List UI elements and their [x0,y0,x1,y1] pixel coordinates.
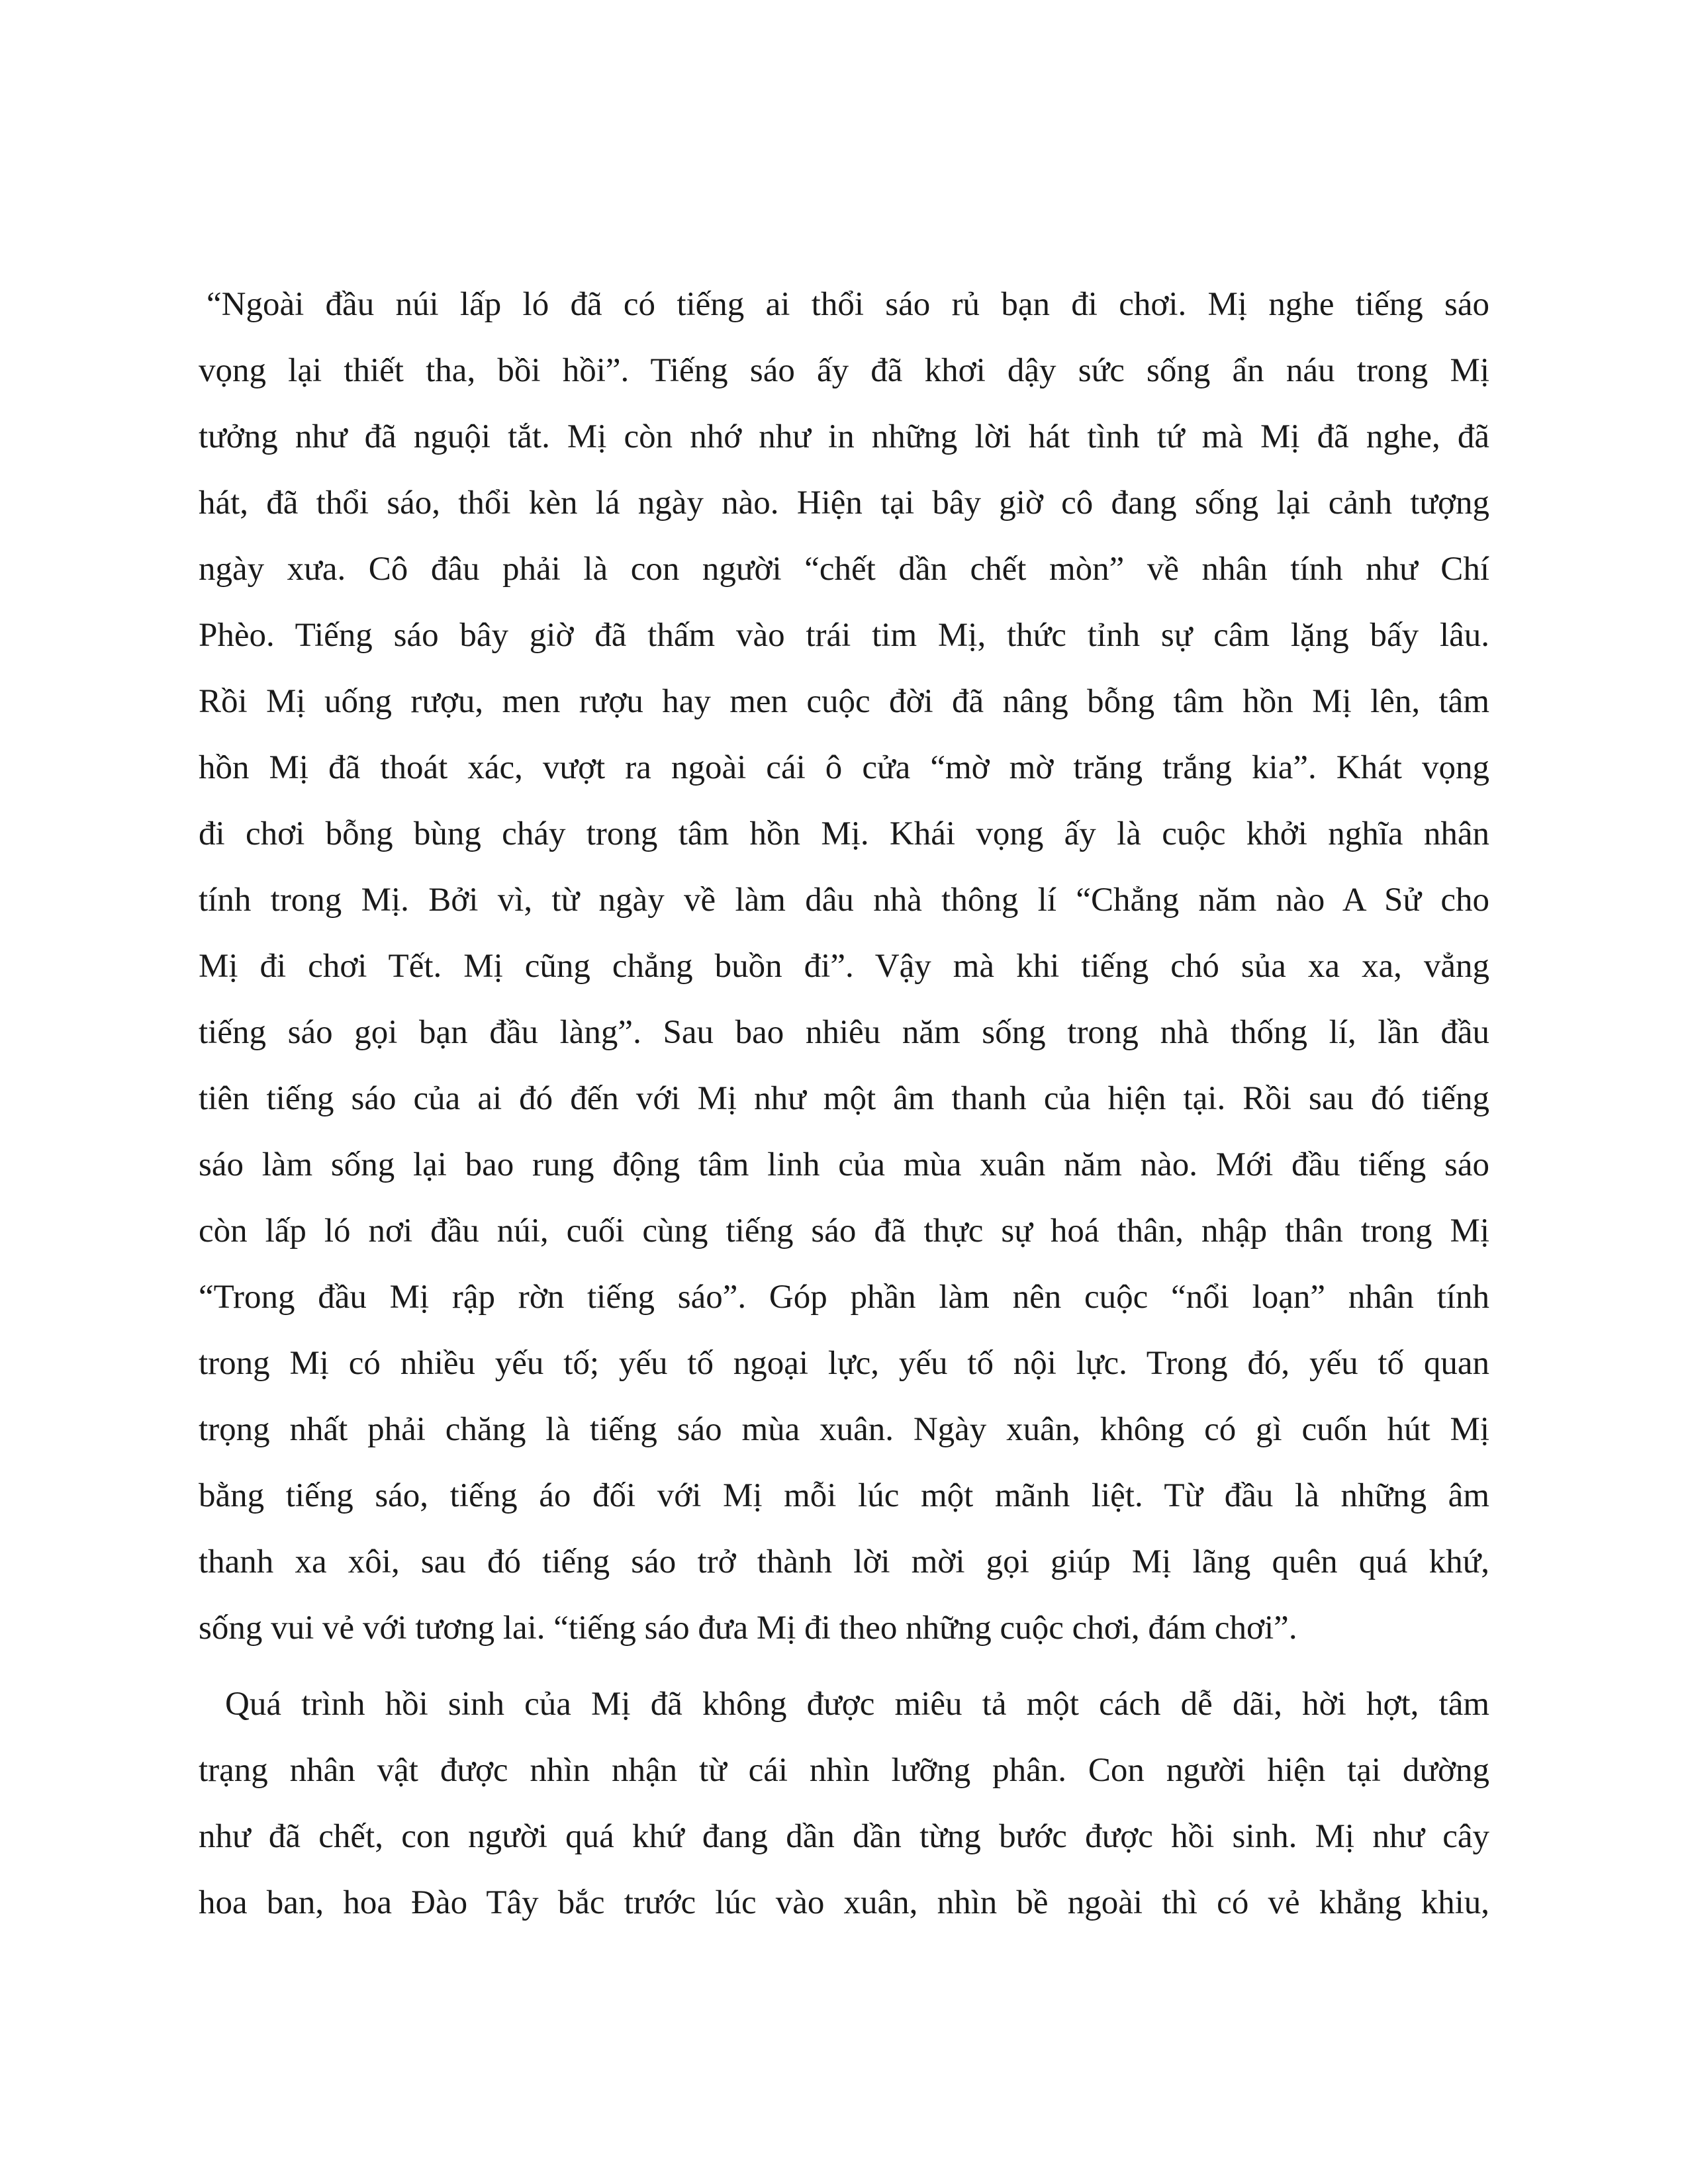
paragraph-line: bằng tiếng sáo, tiếng áo đối với Mị mỗi lúc một mãnh liệt. Từ đầu là những âm [199,1477,1489,1514]
paragraph-line: hồn Mị đã thoát xác, vượt ra ngoài cái ô cửa “mờ mờ trăng trắng kia”. Khát vọng [199,749,1489,786]
paragraph-line: trong Mị có nhiều yếu tố; yếu tố ngoại lực, yếu tố nội lực. Trong đó, yếu tố quan [199,1345,1489,1382]
paragraph-line: trạng nhân vật được nhìn nhận từ cái nhìn lưỡng phân. Con người hiện tại dường [199,1752,1489,1789]
paragraph-line: “Trong đầu Mị rập rờn tiếng sáo”. Góp phần làm nên cuộc “nổi loạn” nhân tính [199,1279,1489,1316]
paragraph-line: sáo làm sống lại bao rung động tâm linh của mùa xuân năm nào. Mới đầu tiếng sáo [199,1146,1489,1183]
paragraph-line: đi chơi bỗng bùng cháy trong tâm hồn Mị. Khái vọng ấy là cuộc khởi nghĩa nhân [199,815,1489,852]
paragraph-line: vọng lại thiết tha, bồi hồi”. Tiếng sáo ấy đã khơi dậy sức sống ẩn náu trong Mị [199,352,1489,389]
paragraph-line: ngày xưa. Cô đâu phải là con người “chết dần chết mòn” về nhân tính như Chí [199,551,1489,588]
paragraph-line: tính trong Mị. Bởi vì, từ ngày về làm dâu nhà thông lí “Chẳng năm nào A Sử cho [199,882,1489,919]
paragraph-line: Mị đi chơi Tết. Mị cũng chẳng buồn đi”. Vậy mà khi tiếng chó sủa xa xa, vẳng [199,948,1489,985]
paragraph-line: tiên tiếng sáo của ai đó đến với Mị như một âm thanh của hiện tại. Rồi sau đó tiếng [199,1080,1489,1117]
paragraph-line: sống vui vẻ với tương lai. “tiếng sáo đưa Mị đi theo những cuộc chơi, đám chơi”. [199,1610,1297,1647]
paragraph-line: như đã chết, con người quá khứ đang dần dần từng bước được hồi sinh. Mị như cây [199,1818,1489,1855]
paragraph-line: trọng nhất phải chăng là tiếng sáo mùa xuân. Ngày xuân, không có gì cuốn hút Mị [199,1411,1489,1448]
paragraph-1 [199,271,1489,1661]
paragraph-line: Quá trình hồi sinh của Mị đã không được miêu tả một cách dễ dãi, hời hợt, tâm [225,1686,1489,1723]
paragraph-line: hát, đã thổi sáo, thổi kèn lá ngày nào. Hiện tại bây giờ cô đang sống lại cảnh tượng [199,484,1489,522]
paragraph-line: còn lấp ló nơi đầu núi, cuối cùng tiếng sáo đã thực sự hoá thân, nhập thân trong Mị [199,1212,1489,1250]
paragraph-line: tiếng sáo gọi bạn đầu làng”. Sau bao nhiêu năm sống trong nhà thống lí, lần đầu [199,1014,1489,1051]
paragraph-2 [199,1671,1489,1936]
paragraph-line: Phèo. Tiếng sáo bây giờ đã thấm vào trái tim Mị, thức tỉnh sự câm lặng bấy lâu. [199,617,1489,654]
paragraph-line: tưởng như đã nguội tắt. Mị còn nhớ như in những lời hát tình tứ mà Mị đã nghe, đã [199,418,1489,455]
paragraph-line: thanh xa xôi, sau đó tiếng sáo trở thành lời mời gọi giúp Mị lãng quên quá khứ, [199,1543,1489,1580]
paragraph-line: hoa ban, hoa Đào Tây bắc trước lúc vào xuân, nhìn bề ngoài thì có vẻ khẳng khiu, [199,1884,1489,1921]
paragraph-line: “Ngoài đầu núi lấp ló đã có tiếng ai thổi sáo rủ bạn đi chơi. Mị nghe tiếng sáo [207,286,1489,323]
paragraph-line: Rồi Mị uống rượu, men rượu hay men cuộc đời đã nâng bỗng tâm hồn Mị lên, tâm [199,683,1489,720]
